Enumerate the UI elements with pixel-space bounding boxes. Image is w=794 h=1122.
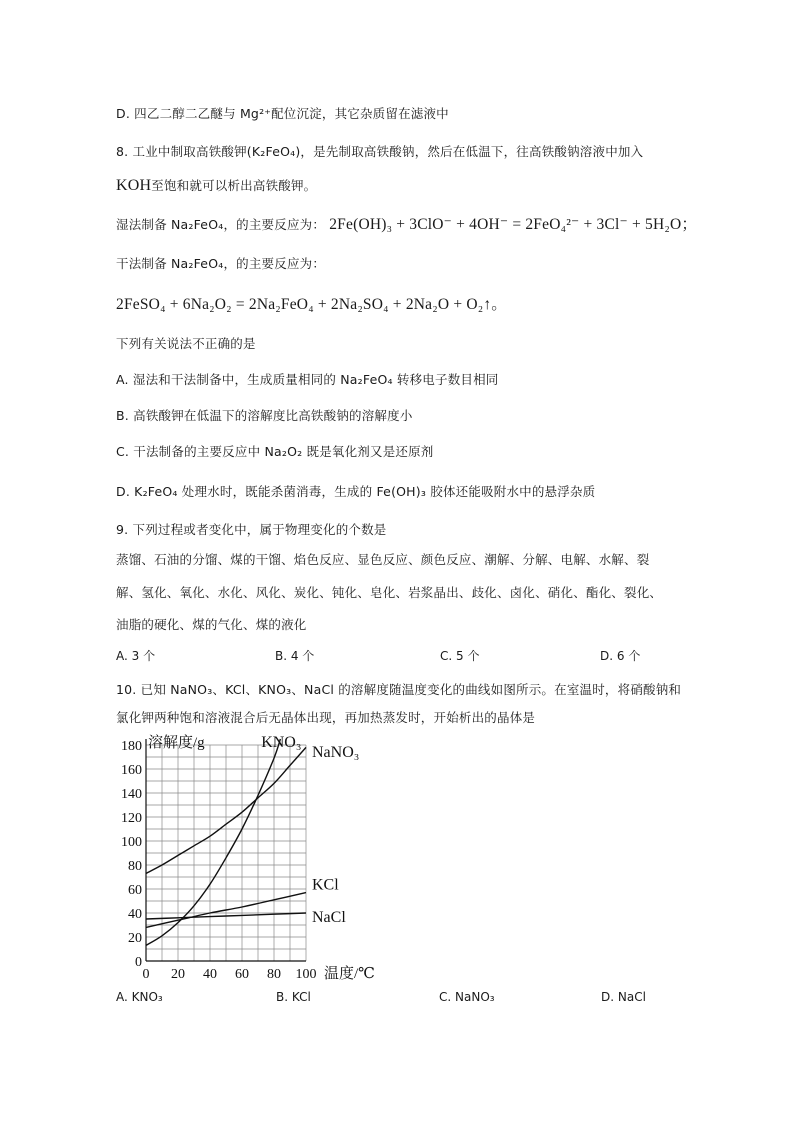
series-label-KCl: KCl	[312, 876, 339, 894]
y-tick-label: 0	[135, 955, 142, 970]
y-tick-label: 180	[121, 739, 142, 754]
series-label-NaNO₃: NaNO₃	[312, 744, 360, 761]
x-tick-label: 80	[267, 967, 281, 982]
series-label-NaCl: NaCl	[312, 909, 346, 926]
wet-method-equation: 2Fe(OH)₃ + 3ClO⁻ + 4OH⁻ = 2FeO₄²⁻ + 3Cl⁻ + 5H₂O；	[329, 216, 698, 233]
line-wet-method	[116, 212, 697, 234]
q9-option-d: D. 6 个	[600, 649, 641, 663]
q8-option-c: C. 干法制备的主要反应中 Na₂O₂ 既是氧化剂又是还原剂	[116, 444, 434, 459]
q9-option-a: A. 3 个	[116, 649, 156, 663]
x-tick-label: 0	[142, 967, 150, 982]
wet-method-label: 湿法制备 Na₂FeO₄，的主要反应为：	[116, 217, 326, 232]
line-dry-method: 干法制备 Na₂FeO₄，的主要反应为：	[116, 256, 326, 271]
x-tick-label: 20	[171, 967, 185, 982]
line-q10-stem-2: 氯化钾两种饱和溶液混合后无晶体出现，再加热蒸发时，开始析出的晶体是	[116, 710, 536, 725]
q10-option-c: C. NaNO₃	[439, 990, 495, 1004]
y-tick-label: 80	[128, 859, 142, 874]
q10-option-d: D. NaCl	[601, 990, 646, 1004]
q9-list-1: 蒸馏、石油的分馏、煤的干馏、焰色反应、显色反应、颜色反应、潮解、分解、电解、水解、裂	[116, 552, 650, 567]
q9-option-c: C. 5 个	[440, 649, 480, 663]
line-q8-stem-2-text: 至饱和就可以析出高铁酸钾。	[151, 178, 317, 193]
q9-list-2: 解、氢化、氧化、水化、风化、炭化、钝化、皂化、岩浆晶出、歧化、卤化、硝化、酯化、裂化、	[116, 585, 663, 600]
x-tick-label: 60	[235, 967, 249, 982]
q9-option-b: B. 4 个	[275, 649, 315, 663]
line-q9-stem: 9. 下列过程或者变化中，属于物理变化的个数是	[116, 522, 387, 537]
x-axis-title: 温度/℃	[324, 966, 375, 982]
y-tick-label: 160	[121, 763, 142, 778]
series-label-KNO₃: KNO₃	[261, 734, 302, 751]
line-q8-stem-2	[116, 176, 316, 195]
line-q7-option-d: D. 四乙二醇二乙醚与 Mg²⁺配位沉淀，其它杂质留在滤液中	[116, 106, 449, 121]
y-axis-title: 溶解度/g	[148, 735, 205, 751]
q8-option-b: B. 高铁酸钾在低温下的溶解度比高铁酸钠的溶解度小	[116, 408, 413, 423]
q10-option-a: A. KNO₃	[116, 990, 163, 1004]
y-tick-label: 60	[128, 883, 142, 898]
q8-option-d: D. K₂FeO₄ 处理水时，既能杀菌消毒，生成的 Fe(OH)₃ 胶体还能吸附水中的悬浮杂质	[116, 484, 596, 499]
q9-list-3: 油脂的硬化、煤的气化、煤的液化	[116, 617, 307, 632]
dry-method-equation: 2FeSO₄ + 6Na₂O₂ = 2Na₂FeO₄ + 2Na₂SO₄ + 2Na₂O + O₂↑。	[116, 296, 507, 313]
line-q8-question: 下列有关说法不正确的是	[116, 336, 256, 351]
q10-option-b: B. KCl	[276, 990, 311, 1004]
y-tick-label: 120	[121, 811, 142, 826]
line-q10-stem: 10. 已知 NaNO₃、KCl、KNO₃、NaCl 的溶解度随温度变化的曲线如图所示。在室温时，将硝酸钠和	[116, 682, 682, 697]
x-tick-label: 40	[203, 967, 217, 982]
y-tick-label: 40	[128, 907, 142, 922]
koh-formula: KOH	[116, 177, 152, 194]
y-tick-label: 100	[121, 835, 142, 850]
line-q8-stem: 8. 工业中制取高铁酸钾(K₂FeO₄)，是先制取高铁酸钠，然后在低温下，往高铁酸钠溶液中加入	[116, 144, 644, 159]
x-tick-label: 100	[295, 967, 317, 982]
solubility-chart	[110, 727, 410, 987]
y-tick-label: 140	[121, 787, 142, 802]
q8-option-a: A. 湿法和干法制备中，生成质量相同的 Na₂FeO₄ 转移电子数目相同	[116, 372, 499, 387]
y-tick-label: 20	[128, 931, 142, 946]
